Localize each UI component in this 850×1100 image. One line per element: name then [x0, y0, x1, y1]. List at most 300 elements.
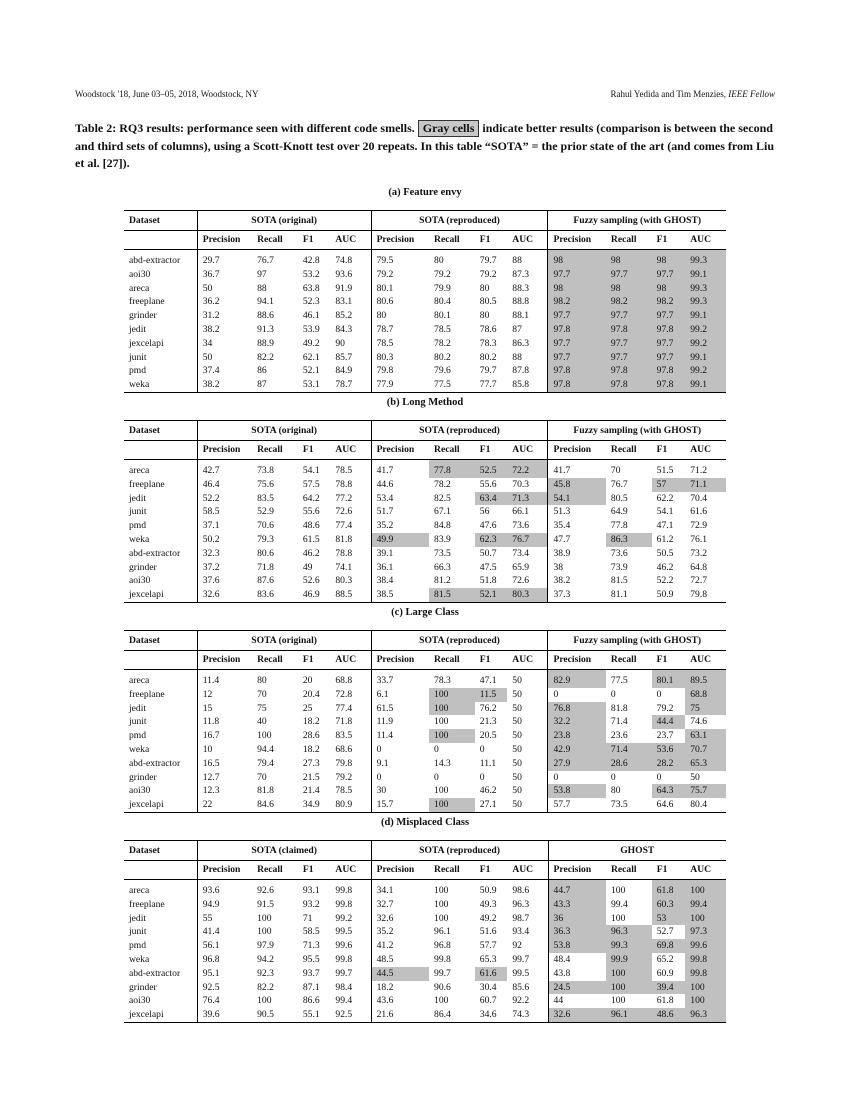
metric-value: 65.2 [656, 953, 674, 965]
table-row [124, 519, 726, 533]
metric-value: 94.1 [257, 296, 274, 308]
dataset-name: aoi30 [129, 268, 151, 280]
metric-value: 6.1 [371, 688, 429, 702]
metric-value: 0 [610, 688, 616, 700]
metric-value: 18.2 [371, 981, 429, 995]
metric-value: 100 [610, 995, 626, 1007]
metric-value: 71.4 [610, 716, 628, 728]
metric-value: 56 [479, 506, 490, 518]
metric-value: 23.8 [548, 729, 606, 743]
metric-value: 49.2 [479, 912, 497, 924]
metric-value: 75 [685, 702, 726, 716]
metric-value: 92.6 [257, 885, 274, 896]
dataset-name: junit [129, 351, 147, 363]
metric-value: 48.6 [302, 520, 320, 532]
metric-value: 43.3 [548, 898, 606, 912]
metric-value: 97.8 [652, 378, 686, 392]
metric-value: 52.2 [656, 575, 674, 587]
metric-value: 80.3 [371, 351, 429, 365]
metric-value: 30 [371, 784, 429, 798]
metric-value: 80.5 [610, 492, 628, 504]
metric-value: 57.7 [548, 798, 606, 812]
metric-value: 98 [606, 282, 652, 296]
metric-value: 80 [479, 282, 490, 294]
metric-value: 64.3 [652, 784, 686, 798]
metric-value: 76.1 [690, 533, 708, 545]
metric-value: 99.8 [335, 898, 353, 910]
metric-value: 11.4 [371, 729, 429, 743]
metric-value: 88.5 [330, 588, 371, 602]
metric-value: 88 [257, 282, 267, 294]
metric-value: 57 [652, 478, 686, 492]
dataset-name: weka [129, 953, 150, 965]
column-group-header: SOTA (original) [197, 631, 371, 651]
metric-value: 78.5 [434, 323, 451, 335]
metric-value: 93.6 [197, 880, 252, 898]
table-row [124, 981, 726, 995]
results-table [124, 630, 726, 813]
metric-value: 50 [512, 675, 522, 686]
metric-value: 99.1 [685, 351, 726, 365]
metric-value: 0 [656, 771, 662, 783]
table-row [124, 994, 726, 1008]
metric-value: 20 [302, 675, 313, 686]
column-group-header: SOTA (original) [197, 421, 371, 441]
metric-header: AUC [507, 861, 548, 880]
metric-value: 48.6 [652, 1008, 686, 1022]
table-row [124, 939, 726, 953]
metric-value: 84.8 [434, 520, 451, 532]
metric-value: 47.7 [548, 533, 606, 547]
metric-header: F1 [475, 861, 508, 880]
metric-value: 63.1 [685, 729, 726, 743]
results-table [124, 210, 726, 393]
metric-value: 0 [656, 688, 662, 700]
table-subtitle: (b) Long Method [386, 397, 464, 408]
metric-value: 80.6 [257, 547, 274, 559]
metric-value: 27.9 [548, 757, 606, 771]
metric-value: 97.8 [606, 323, 652, 337]
metric-value: 70 [257, 771, 267, 783]
metric-value: 80.3 [335, 575, 353, 587]
metric-value: 24.5 [548, 981, 606, 995]
metric-value: 97.8 [548, 364, 606, 378]
metric-value: 42.9 [548, 743, 606, 757]
metric-value: 37.1 [197, 519, 252, 533]
metric-value: 99.1 [685, 268, 726, 282]
column-group-header: SOTA (reproduced) [371, 211, 548, 231]
metric-value: 36.2 [197, 295, 252, 309]
metric-value: 51.5 [656, 465, 674, 476]
metric-value: 72.9 [690, 520, 708, 532]
metric-header: Recall [252, 861, 298, 880]
metric-value: 64.2 [302, 492, 320, 504]
metric-value: 18.2 [302, 716, 320, 728]
metric-value: 61.8 [656, 995, 674, 1007]
metric-value: 50 [512, 785, 522, 797]
dataset-header: Dataset [124, 421, 197, 441]
metric-value: 93.2 [302, 898, 320, 910]
metric-value: 36.1 [371, 561, 429, 575]
metric-value: 86.3 [512, 337, 530, 349]
metric-value: 94.9 [197, 898, 252, 912]
dataset-name: grinder [129, 771, 157, 783]
dataset-name: abd-extractor [129, 547, 181, 559]
metric-value: 70 [610, 465, 621, 476]
metric-header: Recall [429, 441, 475, 460]
metric-value: 78.7 [330, 378, 371, 392]
metric-value: 40 [257, 716, 267, 728]
metric-value: 100 [429, 798, 475, 812]
column-group-header: SOTA (original) [197, 211, 371, 231]
metric-value: 95.1 [197, 967, 252, 981]
metric-header: Precision [197, 861, 252, 880]
metric-value: 82.2 [257, 351, 274, 363]
metric-value: 98 [652, 250, 686, 268]
metric-value: 35.2 [371, 925, 429, 939]
dataset-name: pmd [129, 520, 147, 532]
metric-value: 49.3 [479, 898, 497, 910]
metric-value: 85.2 [335, 310, 353, 322]
metric-value: 68.6 [335, 743, 353, 755]
metric-value: 50 [512, 688, 522, 700]
metric-value: 71.3 [302, 940, 320, 952]
metric-value: 80.3 [507, 588, 548, 602]
metric-value: 99.8 [335, 885, 353, 896]
metric-value: 30.4 [479, 981, 497, 993]
metric-value: 73.2 [690, 547, 708, 559]
metric-value: 62.2 [656, 492, 674, 504]
metric-value: 32.3 [197, 547, 252, 561]
metric-value: 76.7 [257, 255, 274, 266]
empty-header-cell [124, 861, 197, 880]
metric-header: Recall [252, 231, 298, 250]
metric-value: 39.4 [652, 981, 686, 995]
metric-value: 0 [479, 771, 485, 783]
metric-value: 70.4 [690, 492, 708, 504]
dataset-name: jexcelapi [124, 1008, 197, 1022]
metric-value: 97.3 [685, 925, 726, 939]
metric-value: 64.8 [690, 561, 708, 573]
dataset-name: jexcelapi [129, 337, 164, 349]
metric-value: 100 [606, 981, 652, 995]
metric-value: 65.3 [479, 953, 497, 965]
metric-value: 50 [197, 351, 252, 365]
metric-value: 78.8 [335, 478, 353, 490]
metric-value: 76.7 [507, 533, 548, 547]
metric-value: 20.4 [302, 688, 320, 700]
metric-value: 52.9 [257, 506, 274, 518]
metric-value: 97.7 [548, 309, 606, 323]
table-row [124, 337, 726, 351]
metric-value: 73.5 [434, 547, 451, 559]
metric-value: 78.2 [434, 337, 451, 349]
metric-value: 61.8 [652, 880, 686, 898]
metric-header: F1 [475, 651, 508, 670]
metric-value: 54.1 [656, 506, 674, 518]
metric-value: 93.4 [512, 926, 530, 938]
metric-value: 82.2 [257, 981, 274, 993]
metric-header: Precision [548, 651, 606, 670]
metric-header: F1 [298, 651, 331, 670]
column-group-header: SOTA (reproduced) [371, 631, 548, 651]
metric-value: 52.2 [197, 492, 252, 506]
metric-value: 41.2 [371, 939, 429, 953]
metric-value: 15 [197, 702, 252, 716]
metric-header: F1 [652, 861, 686, 880]
metric-value: 83.5 [257, 492, 274, 504]
dataset-header: Dataset [124, 631, 197, 651]
metric-value: 49.2 [302, 337, 320, 349]
metric-header: Recall [429, 861, 475, 880]
metric-value: 78.5 [335, 465, 353, 476]
metric-value: 97.7 [548, 268, 606, 282]
metric-value: 12.3 [197, 784, 252, 798]
metric-value: 50 [512, 757, 522, 769]
metric-value: 11.4 [197, 670, 252, 688]
metric-value: 79.2 [656, 702, 674, 714]
metric-value: 100 [257, 730, 272, 742]
author-title: IEEE Fellow [728, 89, 775, 99]
metric-value: 79.8 [371, 364, 429, 378]
metric-value: 67.1 [434, 506, 451, 518]
metric-value: 76.4 [197, 994, 252, 1008]
metric-value: 100 [434, 912, 449, 924]
metric-value: 21.3 [479, 716, 497, 728]
metric-value: 72.8 [335, 688, 353, 700]
metric-value: 80 [479, 310, 490, 322]
metric-value: 49 [302, 561, 313, 573]
metric-value: 99.1 [685, 309, 726, 323]
metric-value: 81.5 [610, 575, 628, 587]
metric-value: 87 [252, 378, 298, 392]
metric-value: 99.7 [434, 967, 451, 979]
table-row [124, 478, 726, 492]
metric-value: 97.7 [606, 351, 652, 365]
metric-header: AUC [507, 651, 548, 670]
metric-value: 96.1 [606, 1008, 652, 1022]
dataset-name: grinder [129, 981, 157, 993]
metric-value: 72.6 [335, 506, 353, 518]
table-row [124, 798, 726, 812]
metric-header: Recall [606, 441, 652, 460]
metric-value: 73.5 [606, 798, 652, 812]
metric-value: 80.4 [685, 798, 726, 812]
column-group-header: GHOST [548, 841, 726, 861]
table-row [124, 953, 726, 967]
metric-value: 99.2 [685, 337, 726, 351]
metric-value: 61.6 [690, 506, 708, 518]
dataset-name: jedit [129, 323, 147, 335]
table-row [124, 771, 726, 785]
dataset-name: freeplane [129, 296, 165, 308]
metric-header: F1 [652, 441, 686, 460]
metric-value: 78.7 [371, 323, 429, 337]
metric-value: 61.5 [371, 702, 429, 716]
table-row [124, 547, 726, 561]
metric-value: 89.5 [685, 670, 726, 688]
metric-value: 37.6 [197, 574, 252, 588]
metric-value: 37.3 [548, 588, 606, 602]
metric-value: 100 [606, 967, 652, 981]
metric-value: 81.8 [257, 785, 274, 797]
metric-value: 87.1 [302, 981, 320, 993]
metric-value: 38 [548, 561, 606, 575]
metric-value: 80.6 [371, 295, 429, 309]
metric-header: F1 [298, 231, 331, 250]
metric-value: 66.3 [434, 561, 451, 573]
metric-value: 98.2 [548, 295, 606, 309]
metric-value: 80.1 [434, 310, 451, 322]
metric-value: 96.8 [197, 953, 252, 967]
metric-value: 79.8 [685, 588, 726, 602]
metric-value: 86.4 [429, 1008, 475, 1022]
empty-header-cell [124, 441, 197, 460]
dataset-name: jedit [129, 702, 147, 714]
metric-value: 50 [512, 730, 522, 742]
metric-value: 79.5 [371, 250, 429, 268]
metric-value: 82.5 [434, 492, 451, 504]
table-row [124, 715, 726, 729]
metric-value: 99.5 [335, 926, 353, 938]
metric-value: 97.7 [652, 268, 686, 282]
metric-header: AUC [685, 861, 726, 880]
metric-value: 73.9 [610, 561, 628, 573]
metric-value: 53.2 [302, 268, 320, 280]
metric-value: 61.2 [656, 533, 674, 545]
metric-value: 53.6 [652, 743, 686, 757]
caption-rest: indicate better results (comparison is between the second and third sets of columns), using a Scott-Knott test over 20 repeats. In this table “SOTA” = the prior state of the art (and comes from Liu et al. [27]). [75, 121, 775, 170]
metric-value: 75.7 [685, 784, 726, 798]
metric-value: 86.6 [302, 995, 320, 1007]
metric-value: 0 [548, 771, 606, 785]
metric-value: 14.3 [434, 757, 451, 769]
table-row [124, 588, 726, 602]
metric-value: 20.5 [479, 730, 497, 742]
metric-value: 50.9 [652, 588, 686, 602]
table-row [124, 250, 726, 268]
metric-value: 91.3 [257, 323, 274, 335]
metric-value: 92.5 [330, 1008, 371, 1022]
metric-header: Recall [429, 651, 475, 670]
running-header-right [610, 89, 775, 99]
metric-value: 76.8 [548, 702, 606, 716]
metric-value: 99.7 [512, 953, 530, 965]
metric-value: 73.4 [512, 547, 530, 559]
metric-value: 61.6 [475, 967, 508, 981]
metric-value: 99.3 [685, 250, 726, 268]
metric-value: 71 [302, 912, 313, 924]
metric-value: 66.1 [512, 506, 530, 518]
metric-header: Recall [606, 651, 652, 670]
metric-value: 41.4 [197, 925, 252, 939]
dataset-name: grinder [129, 310, 157, 322]
metric-value: 80.4 [434, 296, 451, 308]
metric-header: Precision [371, 441, 429, 460]
metric-value: 98 [548, 250, 606, 268]
metric-value: 38.5 [371, 588, 429, 602]
metric-value: 100 [685, 994, 726, 1008]
metric-value: 0 [548, 688, 606, 702]
metric-value: 97.7 [652, 337, 686, 351]
metric-header: AUC [685, 651, 726, 670]
dataset-name: freeplane [129, 688, 165, 700]
table-row [124, 912, 726, 926]
metric-header: AUC [330, 441, 371, 460]
metric-value: 90.5 [252, 1008, 298, 1022]
metric-value: 100 [610, 885, 626, 896]
metric-value: 97 [257, 268, 267, 280]
metric-value: 58.5 [197, 505, 252, 519]
metric-value: 88 [512, 255, 522, 266]
metric-value: 44 [548, 994, 606, 1008]
metric-value: 78.2 [434, 478, 451, 490]
dataset-name: pmd [129, 730, 147, 742]
metric-value: 46.1 [302, 310, 320, 322]
metric-value: 32.2 [548, 715, 606, 729]
metric-value: 53.9 [302, 323, 320, 335]
dataset-name: freeplane [129, 898, 165, 910]
metric-value: 99.4 [610, 898, 628, 910]
metric-value: 0 [479, 743, 485, 755]
metric-value: 93.6 [335, 268, 353, 280]
metric-value: 77.7 [475, 378, 508, 392]
caption-lead: Table 2: RQ3 results: performance seen with different code smells. [75, 121, 415, 135]
metric-value: 84.6 [252, 798, 298, 812]
table-row [124, 351, 726, 365]
metric-value: 98.4 [335, 981, 353, 993]
metric-value: 100 [429, 729, 475, 743]
metric-value: 50 [690, 771, 700, 783]
metric-value: 98 [548, 282, 606, 296]
metric-value: 79.2 [371, 268, 429, 282]
metric-header: Precision [371, 231, 429, 250]
metric-value: 65.9 [512, 561, 530, 573]
metric-value: 94.4 [257, 743, 274, 755]
table-row [124, 688, 726, 702]
metric-value: 52.5 [475, 460, 508, 478]
dataset-name: weka [129, 743, 150, 755]
metric-value: 37.2 [197, 561, 252, 575]
metric-header: F1 [298, 861, 331, 880]
dataset-header: Dataset [124, 211, 197, 231]
metric-value: 81.8 [610, 702, 628, 714]
metric-value: 31.2 [197, 309, 252, 323]
metric-value: 52.6 [302, 575, 320, 587]
metric-value: 15.7 [371, 798, 429, 812]
metric-value: 91.9 [335, 282, 353, 294]
metric-value: 86 [257, 365, 267, 377]
metric-value: 74.3 [507, 1008, 548, 1022]
metric-value: 99.8 [685, 967, 726, 981]
metric-value: 47.1 [656, 520, 674, 532]
metric-value: 22 [197, 798, 252, 812]
metric-value: 74.8 [335, 255, 353, 266]
metric-value: 62.3 [475, 533, 508, 547]
metric-value: 78.3 [434, 675, 451, 686]
metric-value: 84.3 [335, 323, 353, 335]
metric-value: 79.3 [257, 533, 274, 545]
metric-value: 100 [257, 995, 272, 1007]
dataset-name: abd-extractor [129, 967, 181, 979]
table-row [124, 743, 726, 757]
metric-value: 97.7 [652, 309, 686, 323]
metric-header: Precision [548, 861, 606, 880]
metric-value: 72.7 [690, 575, 708, 587]
metric-value: 88.1 [512, 310, 530, 322]
metric-value: 32.6 [197, 588, 252, 602]
metric-value: 64.9 [610, 506, 628, 518]
